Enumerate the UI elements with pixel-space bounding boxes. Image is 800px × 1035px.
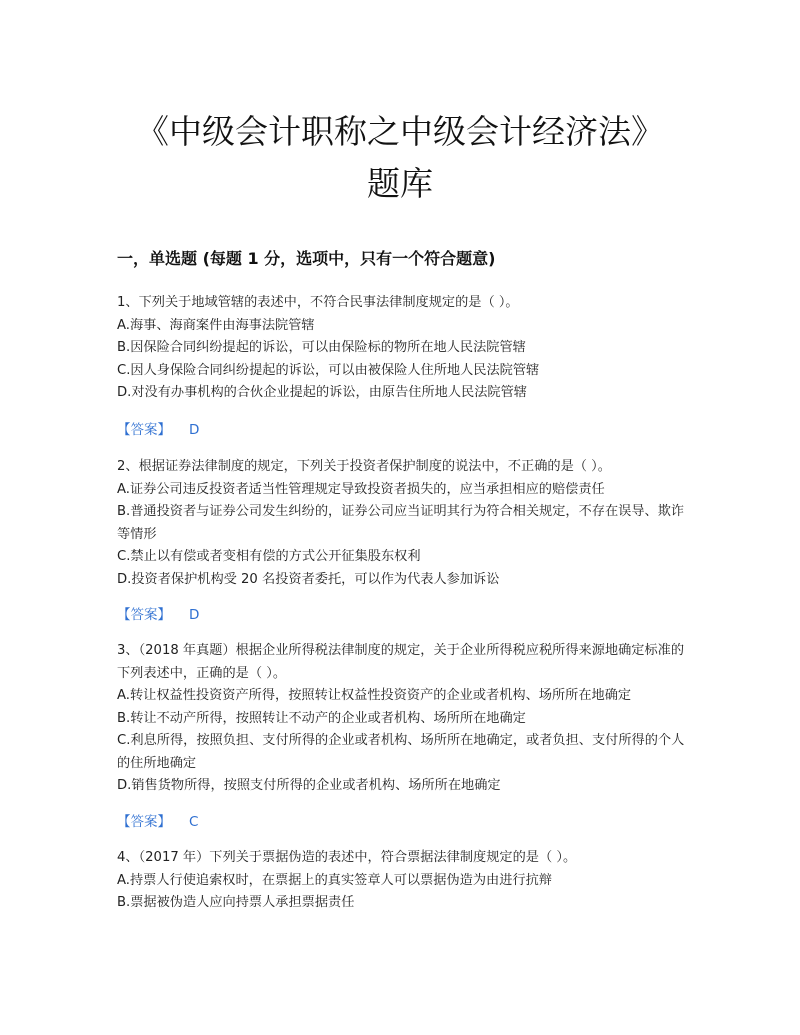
question-stem: 2、根据证券法律制度的规定，下列关于投资者保护制度的说法中，不正确的是（ ）。 <box>117 459 611 474</box>
option-b: B.票据被伪造人应向持票人承担票据责任 <box>117 895 355 910</box>
option-a: A.转让权益性投资资产所得，按照转让权益性投资资产的企业或者机构、场所所在地确定 <box>117 688 632 703</box>
document-title-line-1: 《中级会计职称之中级会计经济法》 <box>136 112 664 151</box>
answer-3 <box>117 811 198 833</box>
question-stem: 4、（2017 年）下列关于票据伪造的表述中，符合票据法律制度规定的是（ ）。 <box>117 850 577 865</box>
option-c: C.因人身保险合同纠纷提起的诉讼，可以由被保险人住所地人民法院管辖 <box>117 362 540 378</box>
option-b: B.普通投资者与证券公司发生纠纷的，证券公司应当证明其行为符合相关规定，不存在误导、欺诈等情形 <box>117 504 685 542</box>
section-heading: 一，单选题 (每题 1 分，选项中，只有一个符合题意) <box>117 249 496 268</box>
option-d: D.销售货物所得，按照支付所得的企业或者机构、场所所在地确定 <box>117 778 501 793</box>
option-d: D.投资者保护机构受 20 名投资者委托，可以作为代表人参加诉讼 <box>117 571 500 587</box>
question-3 <box>117 640 685 798</box>
answer-value: D <box>189 422 200 438</box>
option-b: B.转让不动产所得，按照转让不动产的企业或者机构、场所所在地确定 <box>117 710 526 726</box>
question-2 <box>117 456 685 591</box>
question-1 <box>117 292 685 405</box>
answer-value: C <box>189 814 199 830</box>
answer-value: D <box>189 607 200 623</box>
option-c: C.利息所得，按照负担、支付所得的企业或者机构、场所所在地确定，或者负担、支付所得的个人的住所地确定 <box>117 733 685 771</box>
question-stem: 3、（2018 年真题）根据企业所得税法律制度的规定，关于企业所得税应税所得来源地确定标准的下列表述中，正确的是（ ）。 <box>117 643 685 681</box>
option-a: A.海事、海商案件由海事法院管辖 <box>117 317 315 333</box>
option-a: A.证券公司违反投资者适当性管理规定导致投资者损失的，应当承担相应的赔偿责任 <box>117 481 605 497</box>
answer-1 <box>117 419 199 441</box>
option-d: D.对没有办事机构的合伙企业提起的诉讼，由原告住所地人民法院管辖 <box>117 385 527 400</box>
question-stem: 1、下列关于地域管辖的表述中，不符合民事法律制度规定的是（ ）。 <box>117 295 519 310</box>
answer-label: 【答案】 <box>117 814 171 830</box>
answer-label: 【答案】 <box>117 607 171 623</box>
question-4 <box>117 847 685 915</box>
answer-2 <box>117 604 199 626</box>
option-a: A.持票人行使追索权时，在票据上的真实签章人可以票据伪造为由进行抗辩 <box>117 872 552 888</box>
document-title-line-2: 题库 <box>367 164 433 203</box>
answer-label: 【答案】 <box>117 422 171 438</box>
option-c: C.禁止以有偿或者变相有偿的方式公开征集股东权利 <box>117 549 421 564</box>
option-b: B.因保险合同纠纷提起的诉讼，可以由保险标的物所在地人民法院管辖 <box>117 340 526 355</box>
